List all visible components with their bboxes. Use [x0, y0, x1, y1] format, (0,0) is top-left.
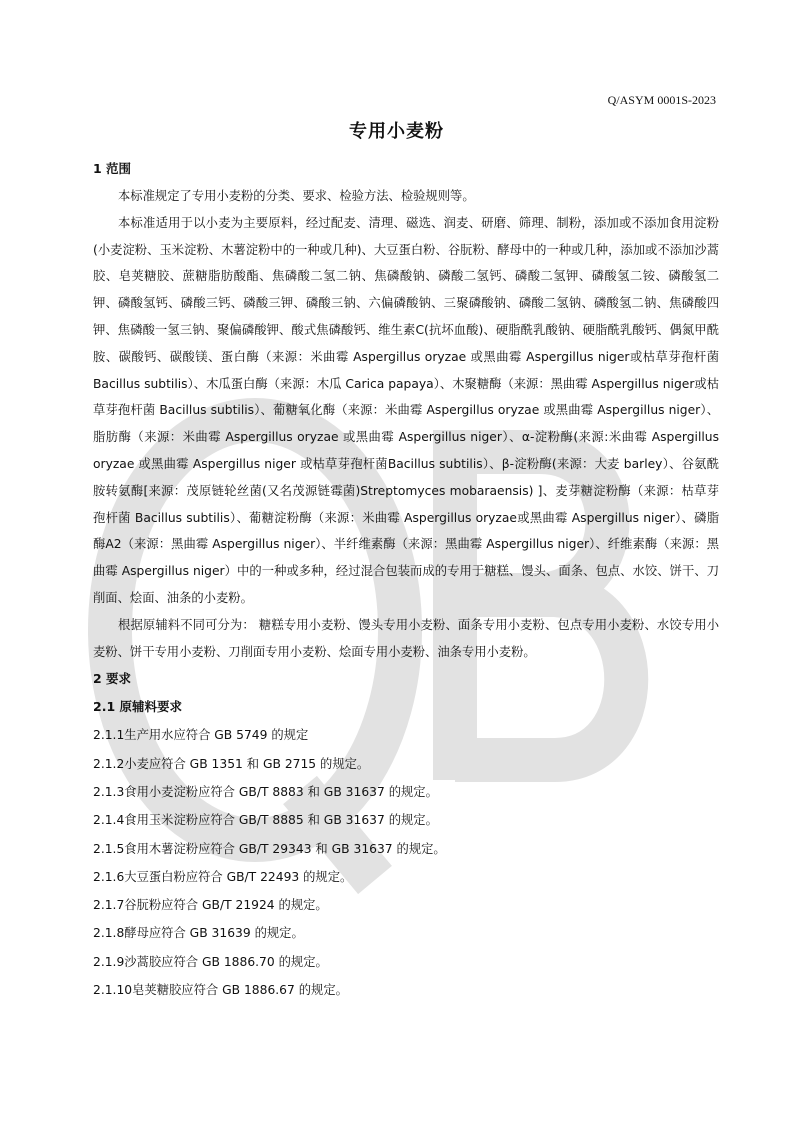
scope-paragraph-2: 本标准适用于以小麦为主要原料，经过配麦、清理、磁选、润麦、研磨、筛理、制粉，添加或不添加食用淀粉(小麦淀粉、玉米淀粉、木薯淀粉中的一种或几种)、大豆蛋白粉、谷朊粉、酵母中的一种或几种，添加或不添加沙蒿胶、皂荚糖胶、蔗糖脂肪酸酯、焦磷酸二氢二钠、焦磷酸钠、磷酸二氢钙、磷酸二氢钾、磷酸氢二铵、磷酸氢二钾、磷酸氢钙、磷酸三钙、磷酸三钾、磷酸三钠、六偏磷酸钠、三聚磷酸钠、磷酸二氢钠、磷酸氢二钠、焦磷酸四钾、焦磷酸一氢三钠、聚偏磷酸钾、酸式焦磷酸钙、维生素C(抗坏血酸)、硬脂酰乳酸钠、硬脂酰乳酸钙、偶氮甲酰胺、碳酸钙、碳酸镁、蛋白酶（来源：米曲霉 Aspergillus oryzae 或黑曲霉 Aspergillus niger或枯草芽孢杆菌 Bacillus subtilis）、木瓜蛋白酶（来源：木瓜 Carica papaya）、木聚糖酶（来源：黑曲霉 Aspergillus niger或枯草芽孢杆菌 Bacillus subtilis）、葡糖氧化酶（来源：米曲霉 Aspergillus oryzae 或黑曲霉 Aspergillus niger）、脂肪酶（来源：米曲霉 Aspergillus oryzae 或黑曲霉 Aspergillus niger）、α-淀粉酶(来源:米曲霉 Aspergillus oryzae 或黑曲霉 Aspergillus niger 或枯草芽孢杆菌Bacillus subtilis）、β-淀粉酶(来源：大麦 barley）、谷氨酰胺转氨酶[来源：茂原链轮丝菌(又名茂源链霉菌)Streptomyces mobaraensis) ]、麦芽糖淀粉酶（来源：枯草芽孢杆菌 Bacillus subtilis）、葡糖淀粉酶（来源：米曲霉 Aspergillus oryzae或黑曲霉 Aspergillus niger）、磷脂酶A2（来源：黑曲霉 Aspergillus niger）、半纤维素酶（来源：黑曲霉 Aspergillus niger）、纤维素酶（来源：黑曲霉 Aspergillus niger）中的一种或多种，经过混合包装而成的专用于糖糕、馒头、面条、包点、水饺、饼干、刀削面、烩面、油条的小麦粉。 [93, 215, 719, 605]
requirement-item: 2.1.2小麦应符合 GB 1351 和 GB 2715 的规定。 [93, 756, 370, 771]
document-title: 专用小麦粉 [349, 121, 444, 142]
requirement-item: 2.1.8酵母应符合 GB 31639 的规定。 [93, 926, 304, 941]
requirement-item: 2.1.6大豆蛋白粉应符合 GB/T 22493 的规定。 [93, 869, 353, 884]
requirement-item: 2.1.1生产用水应符合 GB 5749 的规定 [93, 728, 309, 743]
requirement-item: 2.1.3食用小麦淀粉应符合 GB/T 8883 和 GB 31637 的规定。 [93, 784, 438, 799]
section-heading-scope: 1 范围 [93, 161, 132, 176]
subsection-heading-materials: 2.1 原辅料要求 [93, 699, 182, 715]
requirement-item: 2.1.5食用木薯淀粉应符合 GB/T 29343 和 GB 31637 的规定。 [93, 841, 446, 856]
scope-paragraph-1: 本标准规定了专用小麦粉的分类、要求、检验方法、检验规则等。 [118, 189, 475, 203]
requirement-item: 2.1.9沙蒿胶应符合 GB 1886.70 的规定。 [93, 954, 328, 969]
requirement-item: 2.1.4食用玉米淀粉应符合 GB/T 8885 和 GB 31637 的规定。 [93, 813, 438, 828]
scope-paragraph-3: 根据原辅料不同可分为： 糖糕专用小麦粉、馒头专用小麦粉、面条专用小麦粉、包点专用小麦粉、水饺专用小麦粉、饼干专用小麦粉、刀削面专用小麦粉、烩面专用小麦粉、油条专用小麦粉。 [93, 617, 719, 659]
section-heading-requirements: 2 要求 [93, 671, 132, 687]
requirement-item: 2.1.7谷朊粉应符合 GB/T 21924 的规定。 [93, 898, 328, 913]
document-body [93, 155, 719, 1004]
standard-code: Q/ASYM 0001S-2023 [607, 93, 716, 107]
requirement-item: 2.1.10皂荚糖胶应符合 GB 1886.67 的规定。 [93, 983, 348, 998]
